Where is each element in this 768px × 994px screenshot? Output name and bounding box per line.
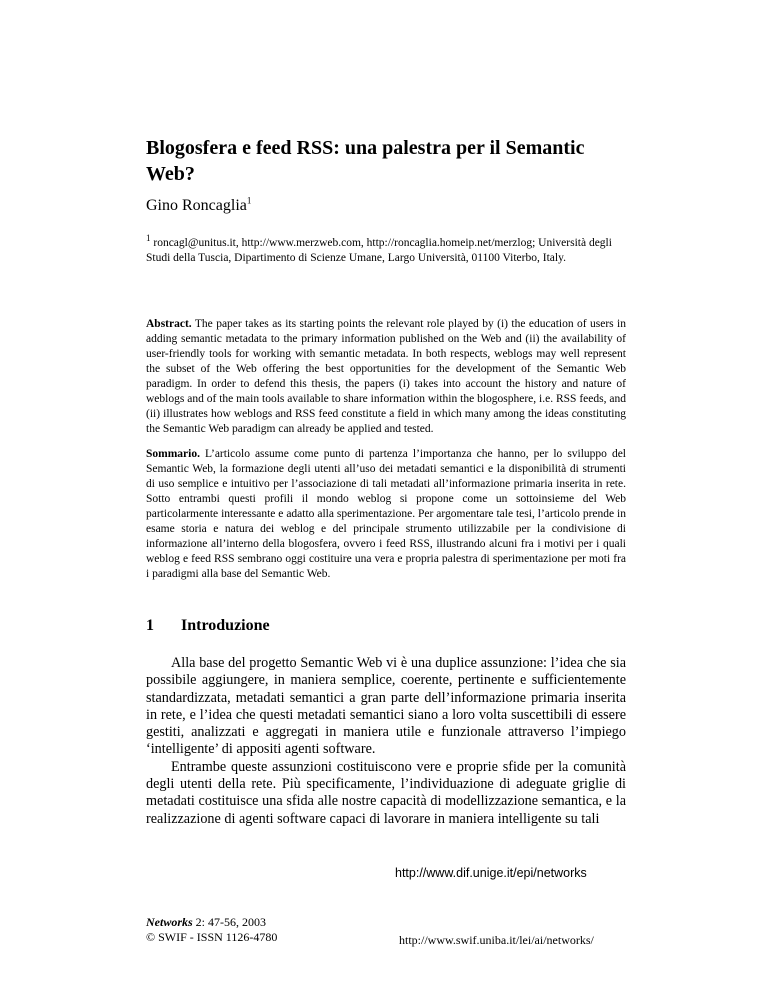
section-heading	[146, 616, 270, 636]
affiliation-footnote-mark: 1	[146, 233, 151, 244]
section-number: 1	[146, 617, 154, 634]
body-text	[146, 655, 626, 828]
section-title: Introduzione	[181, 617, 270, 634]
author-name: Gino Roncaglia	[146, 197, 247, 214]
sommario-label: Sommario.	[146, 448, 200, 460]
paper-title: Blogosfera e feed RSS: una palestra per il Semantic Web?	[146, 137, 585, 185]
sommario	[146, 447, 626, 582]
author-line	[146, 196, 251, 216]
footer-citation	[146, 915, 277, 945]
body-paragraph: Entrambe queste assunzioni costituiscono vere e proprie sfide per la comunità degli utenti della rete. Più specificamente, l’individuazione di adeguate griglie di metadati costituisce una sfida alle nostre capacità di modellizzazione semantica, e la realizzazione di agenti software capaci di lavorare in maniera intelligente su tali	[146, 758, 626, 827]
footer-url[interactable]: http://www.swif.uniba.it/lei/ai/networks/	[399, 933, 594, 947]
sommario-text: L’articolo assume come punto di partenza l’importanza che hanno, per lo sviluppo del Semantic Web, la formazione degli utenti all’uso dei metadati semantici e la disponibilità di strumenti di uso semplice e intuitivo per l’associazione di tali metadati all’informazione primaria inserita in rete. Sotto entrambi questi profili il mondo weblog si propone come un sottoinsieme del Web particolarmente interessante e adatto alla sperimentazione. Per argomentare tale tesi, l’articolo prende in esame storia e natura dei weblog e del principale strumento utilizzabile per la condivisione di informazione all’interno della blogosfera, ovvero i feed RSS, illustrando alcuni fra i motivi per i quali weblog e feed RSS sembrano oggi costituire una vera e propria palestra di sperimentazione per moti fra i paradigmi alla base del Semantic Web.	[146, 448, 627, 580]
affiliation	[146, 233, 626, 266]
affiliation-text: roncagl@unitus.it, http://www.merzweb.com, http://roncaglia.homeip.net/merzlog; Università degli Studi della Tuscia, Dipartimento di Scienze Umane, Largo Università, 01100 Viterbo, Italy.	[146, 237, 612, 264]
journal-url[interactable]: http://www.dif.unige.it/epi/networks	[395, 866, 587, 880]
author-footnote-mark: 1	[246, 195, 252, 206]
copyright: © SWIF - ISSN 1126-4780	[146, 930, 278, 944]
abstract-label: Abstract.	[146, 318, 192, 330]
body-paragraph: Alla base del progetto Semantic Web vi è una duplice assunzione: l’idea che sia possibile aggiungere, in maniera semplice, coerente, pertinente e sufficientemente standardizzata, metadati semantici a gran parte dell’informazione primaria inserita in rete, e l’idea che questi metadati semantici siano a loro volta suscettibili di essere gestiti, analizzati e aggregati in maniera utile e funzionale attraverso l’impiego ‘intelligente’ di appositi agenti software.	[146, 655, 626, 758]
journal-name: Networks	[146, 915, 193, 929]
abstract-text: The paper takes as its starting points the relevant role played by (i) the education of users in adding semantic metadata to the primary information published on the Web and (ii) the availability of user-friendly tools for working with semantic metadata. In both respects, weblogs may well represent the subset of the Web offering the best opportunities for the development of the Semantic Web paradigm. In order to defend this thesis, the papers (i) takes into account the history and nature of weblogs and of the main tools available to share information within the blogosphere, i.e. RSS feeds, and (ii) illustrates how weblogs and RSS feed constitute a field in which many among the ideas constituting the Semantic Web paradigm can already be applied and tested.	[146, 318, 626, 435]
abstract	[146, 317, 626, 437]
journal-issue: 2: 47-56, 2003	[195, 915, 267, 929]
